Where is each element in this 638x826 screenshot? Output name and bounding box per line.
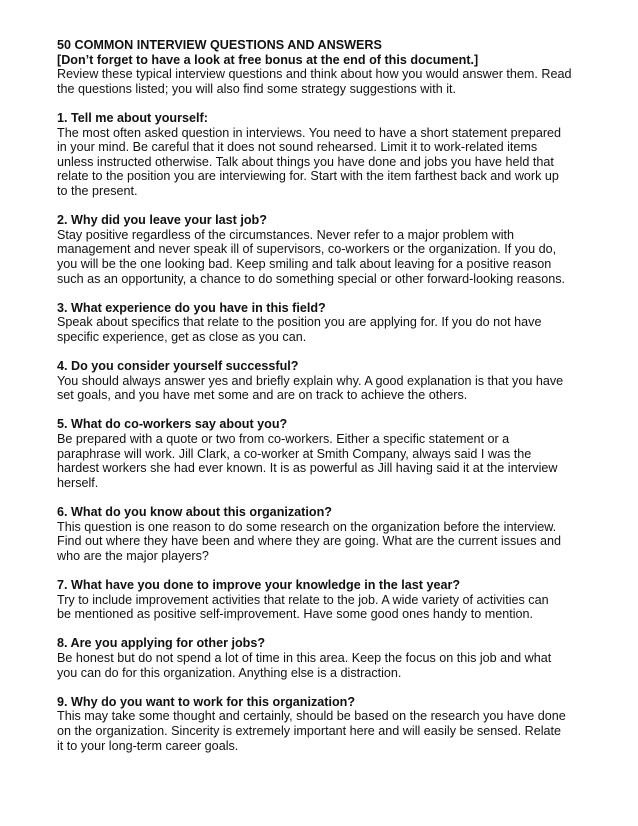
question-heading: 7. What have you done to improve your knowledge in the last year? [57, 577, 461, 592]
answer-line: herself. [57, 475, 99, 490]
question-1 [57, 111, 585, 199]
question-heading: 2. Why did you leave your last job? [57, 213, 267, 228]
answer-line: it to your long-term career goals. [57, 738, 239, 753]
answer-line: This question is one reason to do some research on the organization before the interview. [57, 519, 557, 534]
answer-line: set goals, and you have met some and are on track to achieve the others. [57, 388, 468, 403]
answer-line: You should always answer yes and briefly explain why. A good explanation is that you have [57, 373, 564, 388]
question-heading: 6. What do you know about this organization? [57, 505, 332, 519]
answer-line: to the present. [57, 183, 138, 198]
answer-line: who are the major players? [57, 548, 209, 563]
intro-line: Review these typical interview questions and think about how you would answer them. Read [57, 67, 572, 82]
question-6 [57, 505, 585, 563]
answer-line: Try to include improvement activities that relate to the job. A wide variety of activities can [57, 592, 549, 607]
answer-line: on the organization. Sincerity is extremely important here and will easily be sensed. Relate [57, 723, 562, 738]
answer-line: Be prepared with a quote or two from co-workers. Either a specific statement or a [57, 432, 510, 447]
question-heading: 4. Do you consider yourself successful? [57, 359, 299, 374]
document-title: 50 COMMON INTERVIEW QUESTIONS AND ANSWERS [57, 38, 382, 52]
answer-line: Be honest but do not spend a lot of time in this area. Keep the focus on this job and what [57, 650, 552, 665]
question-heading: 5. What do co-workers say about you? [57, 417, 288, 432]
answer-line: you will be the one looking bad. Keep smiling and talk about leaving for a positive reason [57, 256, 552, 271]
answer-line: unless instructed otherwise. Talk about things you have done and jobs you have held that [57, 154, 554, 169]
answer-line: management and never speak ill of supervisors, co-workers or the organization. If you do, [57, 242, 557, 257]
question-9 [57, 695, 585, 753]
question-heading: 1. Tell me about yourself: [57, 110, 208, 125]
question-4 [57, 359, 585, 403]
answer-line: The most often asked question in interviews. You need to have a short statement prepared [57, 125, 562, 140]
question-5 [57, 417, 585, 490]
answer-line: This may take some thought and certainly, should be based on the research you have done [57, 709, 566, 724]
question-7 [57, 578, 585, 622]
intro-line: the questions listed; you will also find some strategy suggestions with it. [57, 81, 457, 96]
answer-line: you can do for this organization. Anything else is a distraction. [57, 665, 402, 680]
question-heading: 3. What experience do you have in this field? [57, 300, 326, 315]
document-page [57, 38, 585, 753]
question-8 [57, 636, 585, 680]
answer-line: Speak about specifics that relate to the position you are applying for. If you do not have [57, 315, 542, 330]
question-3 [57, 301, 585, 345]
question-heading: 9. Why do you want to work for this organization? [57, 694, 356, 709]
answer-line: such as an opportunity, a chance to do something special or other forward-looking reasons. [57, 271, 566, 286]
intro-paragraph [57, 67, 585, 96]
answer-line: specific experience, get as close as you can. [57, 329, 307, 344]
answer-line: be mentioned as positive self-improvement. Have some good ones handy to mention. [57, 607, 534, 622]
answer-line: hardest workers she had ever known. It is as powerful as Jill having said it at the interview [57, 461, 558, 476]
answer-line: Stay positive regardless of the circumstances. Never refer to a major problem with [57, 227, 515, 242]
answer-line: Find out where they have been and where they are going. What are the current issues and [57, 534, 562, 549]
answer-line: paraphrase will work. Jill Clark, a co-worker at Smith Company, always said I was the [57, 446, 532, 461]
document-subtitle: [Don’t forget to have a look at free bonus at the end of this document.] [57, 52, 479, 67]
question-2 [57, 213, 585, 286]
question-heading: 8. Are you applying for other jobs? [57, 636, 266, 651]
answer-line: in your mind. Be careful that it does not sound rehearsed. Limit it to work-related items [57, 140, 538, 155]
answer-line: relate to the position you are interviewing for. Start with the item farthest back and work up [57, 169, 559, 184]
